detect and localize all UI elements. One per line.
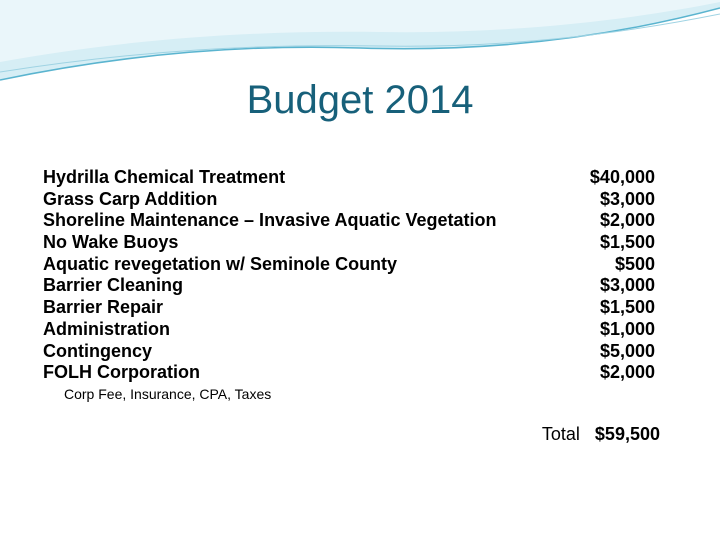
budget-item-label: Hydrilla Chemical Treatment bbox=[43, 167, 286, 187]
budget-item bbox=[43, 254, 655, 276]
budget-item-label: Aquatic revegetation w/ Seminole County bbox=[43, 253, 398, 274]
budget-item bbox=[43, 341, 655, 363]
budget-item-amount: $2,000 bbox=[599, 210, 655, 231]
budget-item bbox=[43, 189, 655, 211]
budget-item bbox=[43, 167, 655, 189]
budget-item-label: Shoreline Maintenance – Invasive Aquatic Vegetation bbox=[43, 210, 497, 231]
budget-total bbox=[542, 424, 660, 445]
slide-title: Budget 2014 bbox=[246, 78, 474, 122]
budget-item bbox=[43, 362, 655, 384]
corporation-note: Corp Fee, Insurance, CPA, Taxes bbox=[64, 386, 272, 402]
total-value: $59,500 bbox=[594, 424, 660, 444]
budget-item-amount: $2,000 bbox=[599, 362, 655, 383]
budget-item-label: FOLH Corporation bbox=[43, 362, 200, 383]
budget-list bbox=[43, 167, 655, 384]
budget-item bbox=[43, 232, 655, 254]
budget-item-amount: $5,000 bbox=[599, 340, 655, 361]
budget-item-amount: $1,500 bbox=[599, 232, 655, 253]
budget-item-label: Barrier Cleaning bbox=[43, 275, 184, 296]
budget-item-label: Contingency bbox=[43, 340, 153, 361]
budget-item-amount: $1,000 bbox=[599, 318, 655, 339]
budget-item-label: Barrier Repair bbox=[43, 297, 164, 318]
budget-item-label: No Wake Buoys bbox=[43, 232, 179, 253]
budget-item bbox=[43, 297, 655, 319]
budget-item-amount: $1,500 bbox=[599, 297, 655, 318]
budget-item-label: Grass Carp Addition bbox=[43, 188, 218, 209]
budget-item-label: Administration bbox=[43, 318, 171, 339]
budget-item bbox=[43, 275, 655, 297]
budget-item bbox=[43, 319, 655, 341]
total-label: Total bbox=[541, 424, 580, 444]
budget-item-amount: $500 bbox=[614, 253, 655, 274]
budget-item bbox=[43, 210, 655, 232]
budget-item-amount: $40,000 bbox=[589, 167, 655, 187]
budget-item-amount: $3,000 bbox=[599, 275, 655, 296]
budget-item-amount: $3,000 bbox=[599, 188, 655, 209]
